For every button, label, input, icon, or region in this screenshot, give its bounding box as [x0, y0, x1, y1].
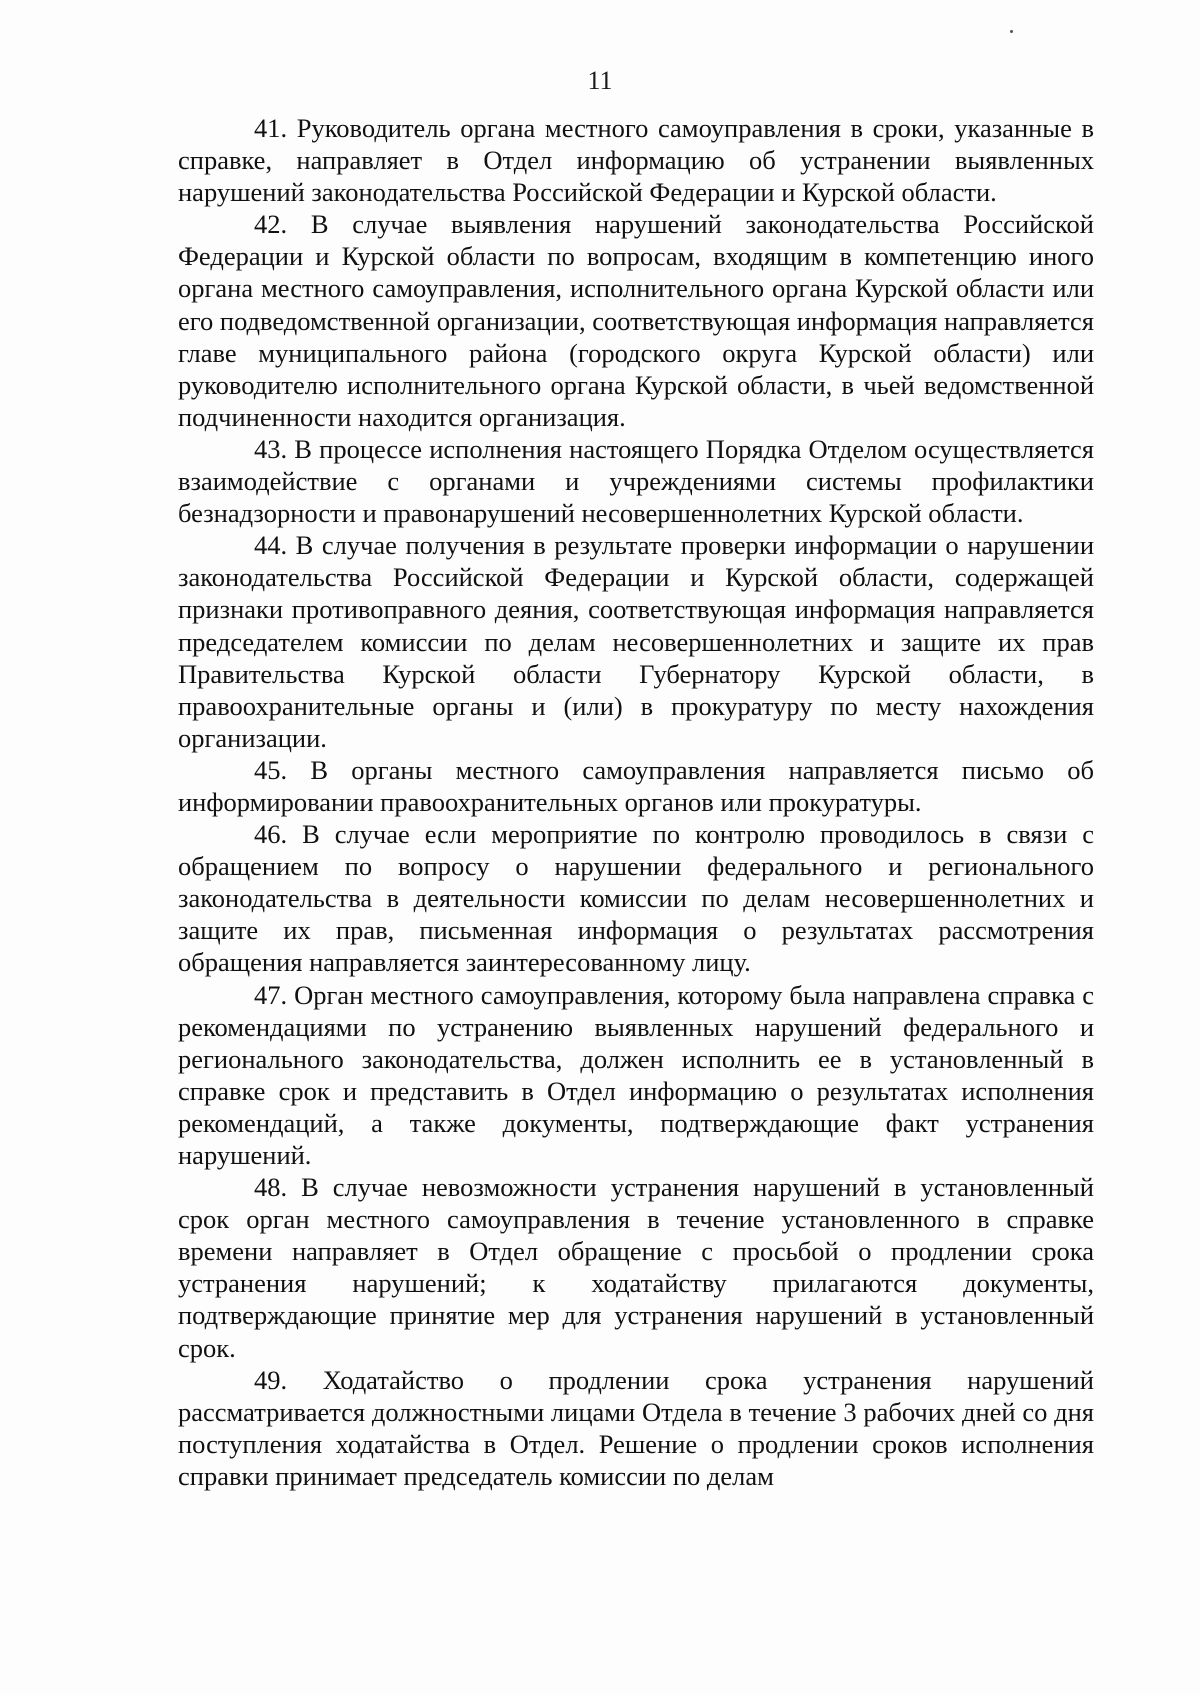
paragraph-42: 42. В случае выявления нарушений законодательства Российской Федерации и Курской области по вопросам, входящим в компетенцию иного органа местного самоуправления, исполнительного органа Курской области или его подведомственной организации, соответствующая информация направляется главе муниципального района (городского округа Курской области) или руководителю исполнительного органа Курской области, в чьей ведомственной подчиненности находится организация.: [178, 209, 1094, 432]
paragraph-49: 49. Ходатайство о продлении срока устранения нарушений рассматривается должностными лицами Отдела в течение 3 рабочих дней со дня поступления ходатайства в Отдел. Решение о продлении сроков исполнения справки принимает председатель комиссии по делам: [178, 1364, 1094, 1491]
scan-speck: [1010, 30, 1013, 33]
paragraph-41: 41. Руководитель органа местного самоуправления в сроки, указанные в справке, направляет в Отдел информацию об устранении выявленных нарушений законодательства Российской Федерации и Курской области.: [178, 113, 1094, 208]
paragraph-47: 47. Орган местного самоуправления, которому была направлена справка с рекомендациями по устранению выявленных нарушений федерального и регионального законодательства, должен исполнить ее в установленный в справке срок и представить в Отдел информацию о результатах исполнения рекомендаций, а также документы, подтверждающие факт устранения нарушений.: [178, 979, 1094, 1170]
document-body: [178, 112, 1094, 1492]
paragraph-45: 45. В органы местного самоуправления направляется письмо об информировании правоохранительных органов или прокуратуры.: [178, 754, 1094, 817]
paragraph-44: 44. В случае получения в результате проверки информации о нарушении законодательства Российской Федерации и Курской области, содержащей признаки противоправного деяния, соответствующая информация направляется председателем комиссии по делам несовершеннолетних и защите их прав Правительства Курской области Губернатору Курской области, в правоохранительные органы и (или) в прокуратуру по месту нахождения организации.: [178, 530, 1094, 753]
paragraph-43: 43. В процессе исполнения настоящего Порядка Отделом осуществляется взаимодействие с органами и учреждениями системы профилактики безнадзорности и правонарушений несовершеннолетних Курской области.: [178, 433, 1094, 529]
paragraph-46: 46. В случае если мероприятие по контролю проводилось в связи с обращением по вопросу о нарушении федерального и регионального законодательства в деятельности комиссии по делам несовершеннолетних и защите их прав, письменная информация о результатах рассмотрения обращения направляется заинтересованному лицу.: [178, 819, 1094, 978]
paragraph-48: 48. В случае невозможности устранения нарушений в установленный срок орган местного самоуправления в течение установленного в справке времени направляет в Отдел обращение с просьбой о продлении срока устранения нарушений; к ходатайству прилагаются документы, подтверждающие принятие мер для устранения нарушений в установленный срок.: [178, 1172, 1094, 1363]
page-number: 11: [587, 66, 613, 95]
